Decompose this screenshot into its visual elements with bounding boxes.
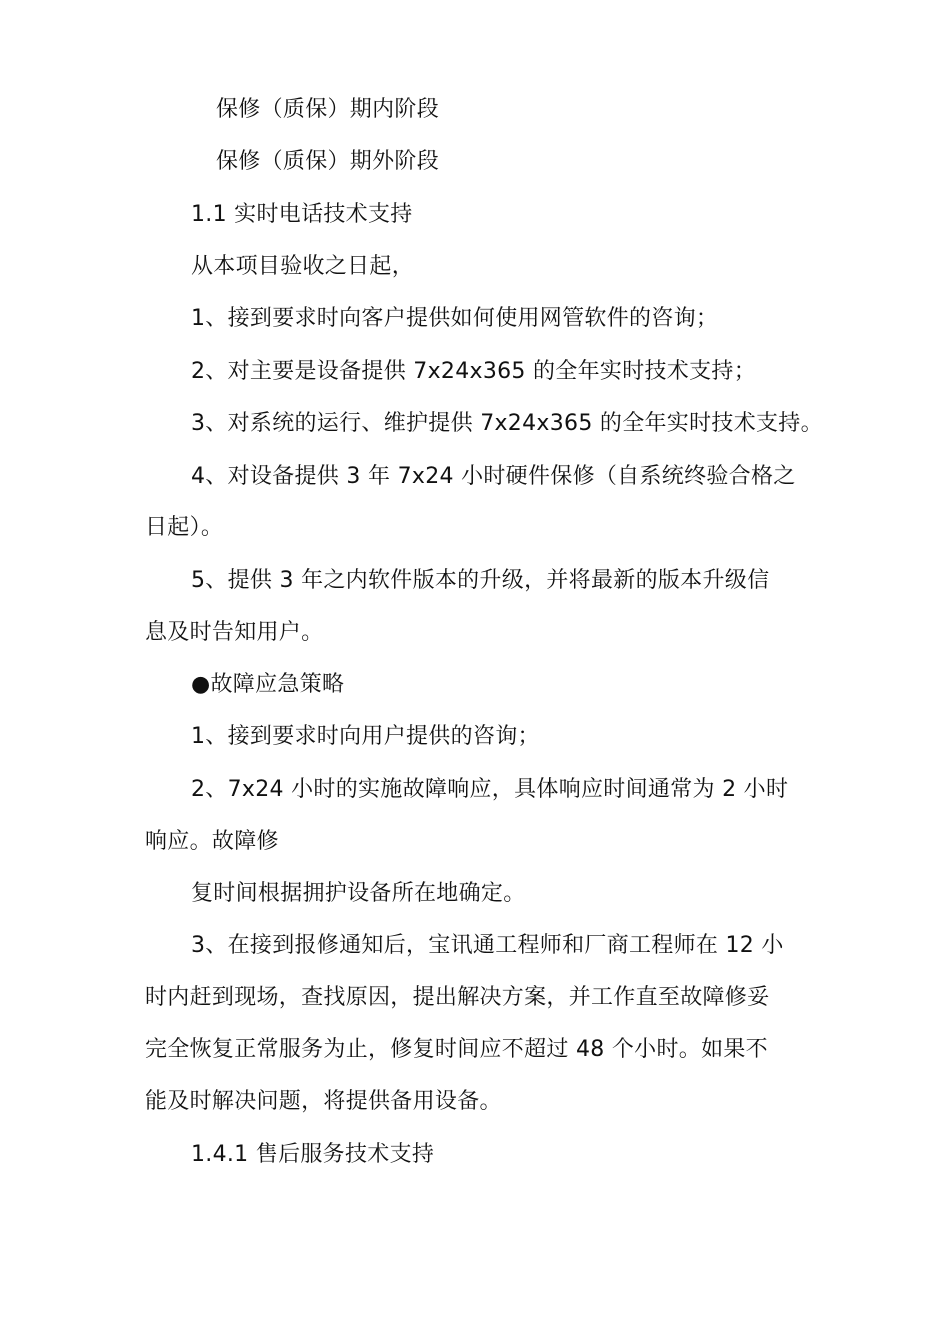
heading-emergency-strategy: ●故障应急策略 [191, 672, 345, 697]
list-item-5-continued: 息及时告知用户。 [145, 620, 324, 645]
paragraph-warranty-in: 保修（质保）期内阶段 [216, 97, 440, 122]
emergency-item-3-line-4: 能及时解决问题，将提供备用设备。 [145, 1089, 502, 1114]
list-item-1: 1、接到要求时向客户提供如何使用网管软件的咨询； [191, 306, 719, 331]
emergency-item-2: 2、7x24 小时的实施故障响应，具体响应时间通常为 2 小时 [191, 777, 789, 802]
heading-phone-support: 1.1 实时电话技术支持 [191, 202, 413, 227]
emergency-item-2-continued: 响应。故障修 [145, 829, 279, 854]
list-item-3: 3、对系统的运行、维护提供 7x24x365 的全年实时技术支持。 [191, 411, 823, 436]
paragraph-repair-time: 复时间根据拥护设备所在地确定。 [191, 881, 526, 906]
paragraph-warranty-out: 保修（质保）期外阶段 [216, 149, 440, 174]
list-item-4-continued: 日起）。 [145, 515, 224, 540]
heading-after-sales-support: 1.4.1 售后服务技术支持 [191, 1142, 435, 1167]
paragraph-from-acceptance: 从本项目验收之日起， [191, 254, 415, 279]
emergency-item-3-line-3: 完全恢复正常服务为止，修复时间应不超过 48 个小时。如果不 [145, 1037, 768, 1062]
list-item-5: 5、提供 3 年之内软件版本的升级，并将最新的版本升级信 [191, 568, 770, 593]
list-item-4: 4、对设备提供 3 年 7x24 小时硬件保修（自系统终验合格之 [191, 464, 796, 489]
emergency-item-1: 1、接到要求时向用户提供的咨询； [191, 724, 540, 749]
emergency-item-3-line-2: 时内赶到现场，查找原因，提出解决方案，并工作直至故障修妥 [145, 985, 770, 1010]
list-item-2: 2、对主要是设备提供 7x24x365 的全年实时技术支持； [191, 359, 757, 384]
emergency-item-3: 3、在接到报修通知后，宝讯通工程师和厂商工程师在 12 小 [191, 933, 784, 958]
